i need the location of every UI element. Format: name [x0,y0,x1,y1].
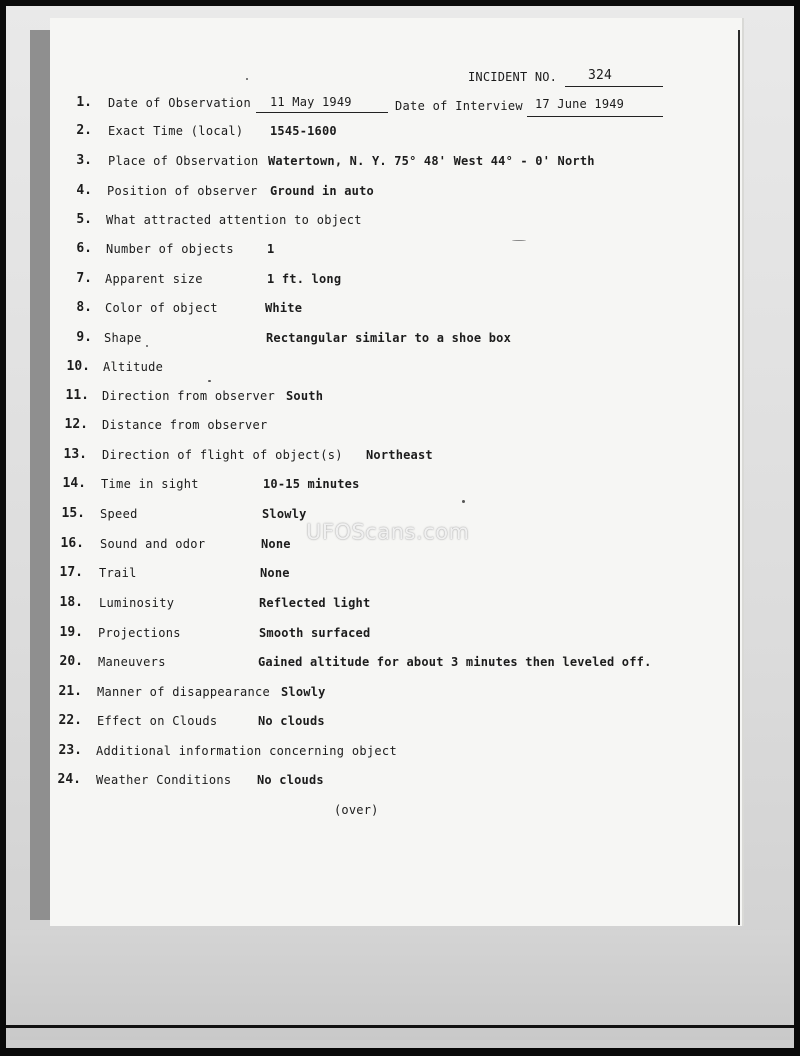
item-number-1: 1. [76,95,92,110]
item-label-5: What attracted attention to object [106,213,362,227]
item-value-15: Slowly [262,507,307,521]
item-value-21: Slowly [281,685,326,699]
over-note: (over) [334,803,379,817]
item-number-19: 19. [59,625,83,640]
item-label-21: Manner of disappearance [97,685,271,699]
date-interview-underline [527,116,663,117]
item-value-19: Smooth surfaced [259,626,371,640]
item-number-4: 4. [76,183,92,198]
item-value-16: None [261,537,291,551]
item-label-15: Speed [100,507,138,521]
item-number-8: 8. [76,300,92,315]
item-value-24: No clouds [257,773,324,787]
scan-speck [512,240,526,241]
item-label-2: Exact Time (local) [108,124,244,138]
item-label-10: Altitude [103,360,164,374]
item-number-15: 15. [61,506,85,521]
item-number-11: 11. [65,388,89,403]
item-number-17: 17. [59,565,83,580]
item-value-4: Ground in auto [270,184,374,198]
item-value-3: Watertown, N. Y. 75° 48' West 44° - 0' North [268,154,595,168]
item-number-23: 23. [58,743,82,758]
item-label-9: Shape [104,331,142,345]
item-value-18: Reflected light [259,596,371,610]
scan-speck [146,345,148,347]
item-number-18: 18. [59,595,83,610]
incident-label: INCIDENT NO. [468,70,558,84]
item-number-12: 12. [64,417,88,432]
item-label-17: Trail [99,566,137,580]
item-value-9: Rectangular similar to a shoe box [266,331,512,345]
date-observation-value: 11 May 1949 [270,95,352,109]
scan-shadow-band [30,30,50,920]
date-interview-value: 17 June 1949 [535,97,625,111]
scan-speck [208,380,211,382]
item-number-9: 9. [76,330,92,345]
item-label-22: Effect on Clouds [97,714,218,728]
item-number-10: 10. [66,359,90,374]
item-label-8: Color of object [105,301,218,315]
item-label-12: Distance from observer [102,418,268,432]
item-label-4: Position of observer [107,184,258,198]
item-number-5: 5. [76,212,92,227]
item-number-3: 3. [76,153,92,168]
item-number-21: 21. [58,684,82,699]
scan-speck [246,78,248,80]
item-value-7: 1 ft. long [267,272,342,286]
item-label-23: Additional information concerning object [96,744,397,758]
item-number-2: 2. [76,123,92,138]
item-number-16: 16. [60,536,84,551]
incident-underline [565,86,663,87]
date-interview-label: Date of Interview [395,99,523,113]
item-label-16: Sound and odor [100,537,206,551]
item-value-8: White [265,301,303,315]
item-label-18: Luminosity [99,596,175,610]
item-number-20: 20. [59,654,83,669]
scan-bottom-strip [10,930,790,1040]
item-value-11: South [286,389,324,403]
date-observation-label: Date of Observation [108,96,251,110]
item-number-24: 24. [57,772,81,787]
item-label-14: Time in sight [101,477,199,491]
item-value-20: Gained altitude for about 3 minutes then leveled off. [258,655,652,669]
item-value-22: No clouds [258,714,325,728]
item-label-13: Direction of flight of object(s) [102,448,343,462]
item-label-20: Maneuvers [98,655,166,669]
incident-number: 324 [588,68,613,83]
sheet-right-edge [738,30,740,925]
item-number-13: 13. [63,447,87,462]
scan-bottom-line [6,1025,794,1028]
item-value-13: Northeast [366,448,433,462]
item-value-6: 1 [267,242,275,256]
item-value-17: None [260,566,290,580]
item-value-14: 10-15 minutes [263,477,360,491]
watermark: UFOScans.com [306,520,470,544]
item-number-22: 22. [58,713,82,728]
item-label-19: Projections [98,626,181,640]
scan-speck [462,500,465,503]
item-number-14: 14. [62,476,86,491]
item-label-7: Apparent size [105,272,203,286]
date-observation-underline [256,112,388,113]
item-label-24: Weather Conditions [96,773,232,787]
item-number-6: 6. [76,241,92,256]
item-label-11: Direction from observer [102,389,276,403]
item-value-2: 1545-1600 [270,124,337,138]
item-number-7: 7. [76,271,92,286]
item-label-6: Number of objects [106,242,234,256]
item-label-3: Place of Observation [108,154,259,168]
